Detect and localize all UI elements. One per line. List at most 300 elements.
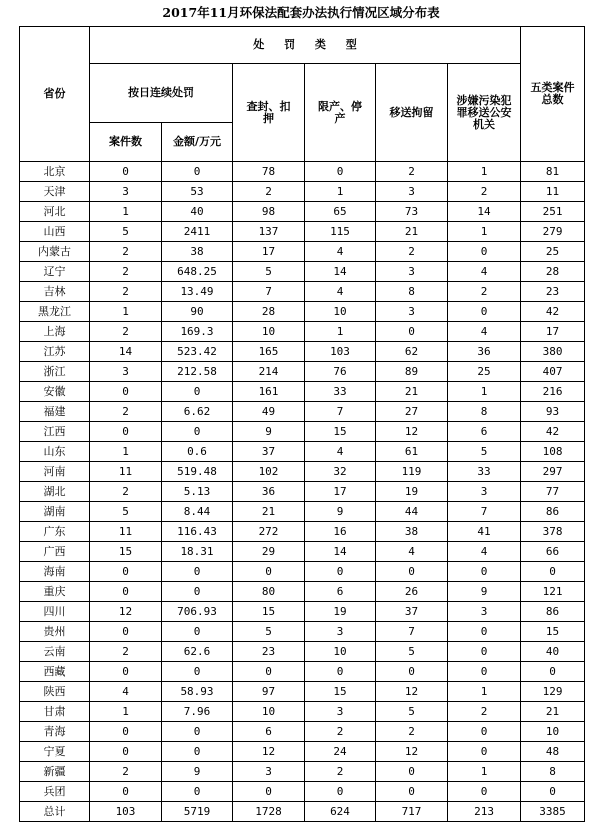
province-cell: 河南 <box>20 462 90 482</box>
police-cell: 0 <box>448 662 521 682</box>
limit-stop-cell: 0 <box>305 562 376 582</box>
case-count-cell: 2 <box>90 282 162 302</box>
header-row-1 <box>20 27 585 64</box>
province-cell: 内蒙古 <box>20 242 90 262</box>
police-cell: 1 <box>448 382 521 402</box>
amount-cell: 2411 <box>162 222 233 242</box>
amount-cell: 40 <box>162 202 233 222</box>
total-cases-cell: 93 <box>521 402 585 422</box>
case-count-cell: 5 <box>90 222 162 242</box>
police-cell: 5 <box>448 442 521 462</box>
police-cell: 6 <box>448 422 521 442</box>
total-cases-cell: 279 <box>521 222 585 242</box>
table-row <box>20 622 585 642</box>
province-cell: 广东 <box>20 522 90 542</box>
totals-total-cases: 3385 <box>521 802 585 822</box>
limit-stop-cell: 115 <box>305 222 376 242</box>
amount-cell: 53 <box>162 182 233 202</box>
enforcement-table <box>19 26 585 822</box>
seal-cell: 272 <box>233 522 305 542</box>
police-cell: 36 <box>448 342 521 362</box>
total-cases-cell: 0 <box>521 562 585 582</box>
amount-cell: 0 <box>162 382 233 402</box>
police-cell: 1 <box>448 162 521 182</box>
seal-cell: 137 <box>233 222 305 242</box>
seal-cell: 37 <box>233 442 305 462</box>
detention-cell: 38 <box>376 522 448 542</box>
totals-label: 总计 <box>20 802 90 822</box>
limit-stop-cell: 103 <box>305 342 376 362</box>
detention-cell: 73 <box>376 202 448 222</box>
header-daily-penalty: 按日连续处罚 <box>90 64 233 123</box>
seal-cell: 2 <box>233 182 305 202</box>
amount-cell: 0 <box>162 722 233 742</box>
table-row <box>20 402 585 422</box>
province-cell: 安徽 <box>20 382 90 402</box>
police-cell: 1 <box>448 682 521 702</box>
amount-cell: 648.25 <box>162 262 233 282</box>
province-cell: 江西 <box>20 422 90 442</box>
limit-stop-cell: 15 <box>305 422 376 442</box>
case-count-cell: 1 <box>90 202 162 222</box>
amount-cell: 0 <box>162 782 233 802</box>
detention-cell: 7 <box>376 622 448 642</box>
totals-limit-stop: 624 <box>305 802 376 822</box>
police-cell: 0 <box>448 302 521 322</box>
table-row <box>20 502 585 522</box>
seal-cell: 165 <box>233 342 305 362</box>
detention-cell: 19 <box>376 482 448 502</box>
table-row <box>20 522 585 542</box>
total-cases-cell: 129 <box>521 682 585 702</box>
table-row <box>20 682 585 702</box>
table-row <box>20 422 585 442</box>
police-cell: 0 <box>448 642 521 662</box>
table-row <box>20 362 585 382</box>
case-count-cell: 2 <box>90 262 162 282</box>
table-row <box>20 742 585 762</box>
total-cases-cell: 86 <box>521 502 585 522</box>
table-row <box>20 202 585 222</box>
table-row <box>20 342 585 362</box>
province-cell: 天津 <box>20 182 90 202</box>
table-row <box>20 662 585 682</box>
amount-cell: 9 <box>162 762 233 782</box>
limit-stop-cell: 1 <box>305 322 376 342</box>
case-count-cell: 2 <box>90 242 162 262</box>
amount-cell: 0 <box>162 162 233 182</box>
limit-stop-cell: 7 <box>305 402 376 422</box>
detention-cell: 61 <box>376 442 448 462</box>
province-cell: 陕西 <box>20 682 90 702</box>
total-cases-cell: 28 <box>521 262 585 282</box>
detention-cell: 4 <box>376 542 448 562</box>
limit-stop-cell: 10 <box>305 642 376 662</box>
header-detention: 移送拘留 <box>376 64 448 162</box>
table-row <box>20 562 585 582</box>
detention-cell: 2 <box>376 242 448 262</box>
table-row <box>20 222 585 242</box>
limit-stop-cell: 3 <box>305 622 376 642</box>
police-cell: 4 <box>448 542 521 562</box>
total-cases-cell: 66 <box>521 542 585 562</box>
detention-cell: 37 <box>376 602 448 622</box>
province-cell: 四川 <box>20 602 90 622</box>
seal-cell: 29 <box>233 542 305 562</box>
police-cell: 41 <box>448 522 521 542</box>
total-cases-cell: 21 <box>521 702 585 722</box>
seal-cell: 0 <box>233 662 305 682</box>
detention-cell: 0 <box>376 762 448 782</box>
amount-cell: 116.43 <box>162 522 233 542</box>
amount-cell: 706.93 <box>162 602 233 622</box>
province-cell: 山东 <box>20 442 90 462</box>
header-police: 涉嫌污染犯罪移送公安机关 <box>448 64 521 162</box>
detention-cell: 62 <box>376 342 448 362</box>
total-cases-cell: 378 <box>521 522 585 542</box>
seal-cell: 0 <box>233 782 305 802</box>
police-cell: 25 <box>448 362 521 382</box>
table-row <box>20 482 585 502</box>
amount-cell: 5.13 <box>162 482 233 502</box>
province-cell: 湖南 <box>20 502 90 522</box>
amount-cell: 212.58 <box>162 362 233 382</box>
detention-cell: 21 <box>376 222 448 242</box>
limit-stop-cell: 32 <box>305 462 376 482</box>
detention-cell: 2 <box>376 722 448 742</box>
table-row <box>20 462 585 482</box>
header-seal: 查封、扣押 <box>233 64 305 162</box>
header-limit-stop: 限产、停产 <box>305 64 376 162</box>
totals-case-count: 103 <box>90 802 162 822</box>
police-cell: 2 <box>448 182 521 202</box>
seal-cell: 28 <box>233 302 305 322</box>
total-cases-cell: 15 <box>521 622 585 642</box>
total-cases-cell: 297 <box>521 462 585 482</box>
province-cell: 北京 <box>20 162 90 182</box>
police-cell: 4 <box>448 322 521 342</box>
table-row <box>20 762 585 782</box>
limit-stop-cell: 76 <box>305 362 376 382</box>
police-cell: 1 <box>448 222 521 242</box>
province-cell: 新疆 <box>20 762 90 782</box>
police-cell: 2 <box>448 282 521 302</box>
seal-cell: 49 <box>233 402 305 422</box>
limit-stop-cell: 0 <box>305 662 376 682</box>
detention-cell: 0 <box>376 782 448 802</box>
total-cases-cell: 86 <box>521 602 585 622</box>
totals-police: 213 <box>448 802 521 822</box>
police-cell: 33 <box>448 462 521 482</box>
page-title: 2017年11月环保法配套办法执行情况区域分布表 <box>162 5 440 20</box>
total-cases-cell: 8 <box>521 762 585 782</box>
table-row <box>20 702 585 722</box>
detention-cell: 0 <box>376 662 448 682</box>
total-cases-cell: 48 <box>521 742 585 762</box>
case-count-cell: 15 <box>90 542 162 562</box>
amount-cell: 169.3 <box>162 322 233 342</box>
seal-cell: 5 <box>233 622 305 642</box>
detention-cell: 21 <box>376 382 448 402</box>
table-row <box>20 262 585 282</box>
limit-stop-cell: 24 <box>305 742 376 762</box>
detention-cell: 0 <box>376 322 448 342</box>
province-cell: 广西 <box>20 542 90 562</box>
amount-cell: 58.93 <box>162 682 233 702</box>
limit-stop-cell: 65 <box>305 202 376 222</box>
case-count-cell: 0 <box>90 582 162 602</box>
seal-cell: 214 <box>233 362 305 382</box>
police-cell: 0 <box>448 622 521 642</box>
amount-cell: 8.44 <box>162 502 233 522</box>
amount-cell: 0 <box>162 662 233 682</box>
limit-stop-cell: 4 <box>305 242 376 262</box>
header-case-count: 案件数 <box>90 123 162 162</box>
amount-cell: 519.48 <box>162 462 233 482</box>
limit-stop-cell: 33 <box>305 382 376 402</box>
table-row <box>20 322 585 342</box>
amount-cell: 523.42 <box>162 342 233 362</box>
province-cell: 浙江 <box>20 362 90 382</box>
case-count-cell: 0 <box>90 162 162 182</box>
seal-cell: 10 <box>233 702 305 722</box>
case-count-cell: 3 <box>90 362 162 382</box>
table-row <box>20 782 585 802</box>
province-cell: 海南 <box>20 562 90 582</box>
totals-amount: 5719 <box>162 802 233 822</box>
amount-cell: 0 <box>162 562 233 582</box>
case-count-cell: 4 <box>90 682 162 702</box>
header-penalty-type: 处 罚 类 型 <box>90 27 521 64</box>
seal-cell: 161 <box>233 382 305 402</box>
province-cell: 青海 <box>20 722 90 742</box>
case-count-cell: 0 <box>90 742 162 762</box>
amount-cell: 13.49 <box>162 282 233 302</box>
province-cell: 重庆 <box>20 582 90 602</box>
detention-cell: 119 <box>376 462 448 482</box>
detention-cell: 8 <box>376 282 448 302</box>
province-cell: 贵州 <box>20 622 90 642</box>
police-cell: 2 <box>448 702 521 722</box>
total-cases-cell: 81 <box>521 162 585 182</box>
seal-cell: 36 <box>233 482 305 502</box>
table-row <box>20 162 585 182</box>
limit-stop-cell: 4 <box>305 282 376 302</box>
detention-cell: 12 <box>376 742 448 762</box>
seal-cell: 7 <box>233 282 305 302</box>
limit-stop-cell: 15 <box>305 682 376 702</box>
police-cell: 1 <box>448 762 521 782</box>
amount-cell: 62.6 <box>162 642 233 662</box>
total-cases-cell: 0 <box>521 662 585 682</box>
total-cases-cell: 407 <box>521 362 585 382</box>
case-count-cell: 0 <box>90 382 162 402</box>
total-cases-cell: 251 <box>521 202 585 222</box>
totals-row <box>20 802 585 822</box>
total-cases-cell: 42 <box>521 422 585 442</box>
table-row <box>20 282 585 302</box>
limit-stop-cell: 2 <box>305 762 376 782</box>
case-count-cell: 12 <box>90 602 162 622</box>
total-cases-cell: 17 <box>521 322 585 342</box>
province-cell: 甘肃 <box>20 702 90 722</box>
amount-cell: 90 <box>162 302 233 322</box>
detention-cell: 26 <box>376 582 448 602</box>
province-cell: 山西 <box>20 222 90 242</box>
amount-cell: 7.96 <box>162 702 233 722</box>
detention-cell: 2 <box>376 162 448 182</box>
table-row <box>20 542 585 562</box>
amount-cell: 0 <box>162 622 233 642</box>
case-count-cell: 11 <box>90 522 162 542</box>
case-count-cell: 2 <box>90 482 162 502</box>
seal-cell: 17 <box>233 242 305 262</box>
header-total-cases: 五类案件总数 <box>521 27 585 162</box>
total-cases-cell: 40 <box>521 642 585 662</box>
header-amount: 金额/万元 <box>162 123 233 162</box>
amount-cell: 0 <box>162 422 233 442</box>
seal-cell: 12 <box>233 742 305 762</box>
amount-cell: 18.31 <box>162 542 233 562</box>
total-cases-cell: 121 <box>521 582 585 602</box>
province-cell: 宁夏 <box>20 742 90 762</box>
limit-stop-cell: 9 <box>305 502 376 522</box>
province-cell: 湖北 <box>20 482 90 502</box>
totals-detention: 717 <box>376 802 448 822</box>
table-row <box>20 582 585 602</box>
case-count-cell: 2 <box>90 642 162 662</box>
detention-cell: 0 <box>376 562 448 582</box>
limit-stop-cell: 1 <box>305 182 376 202</box>
case-count-cell: 0 <box>90 562 162 582</box>
seal-cell: 3 <box>233 762 305 782</box>
case-count-cell: 14 <box>90 342 162 362</box>
total-cases-cell: 23 <box>521 282 585 302</box>
total-cases-cell: 0 <box>521 782 585 802</box>
table-row <box>20 302 585 322</box>
case-count-cell: 0 <box>90 422 162 442</box>
limit-stop-cell: 16 <box>305 522 376 542</box>
seal-cell: 21 <box>233 502 305 522</box>
case-count-cell: 1 <box>90 442 162 462</box>
limit-stop-cell: 3 <box>305 702 376 722</box>
police-cell: 8 <box>448 402 521 422</box>
case-count-cell: 0 <box>90 722 162 742</box>
table-row <box>20 642 585 662</box>
total-cases-cell: 25 <box>521 242 585 262</box>
case-count-cell: 11 <box>90 462 162 482</box>
detention-cell: 27 <box>376 402 448 422</box>
province-cell: 西藏 <box>20 662 90 682</box>
limit-stop-cell: 14 <box>305 262 376 282</box>
case-count-cell: 2 <box>90 762 162 782</box>
limit-stop-cell: 6 <box>305 582 376 602</box>
case-count-cell: 0 <box>90 782 162 802</box>
table-row <box>20 722 585 742</box>
total-cases-cell: 11 <box>521 182 585 202</box>
province-cell: 吉林 <box>20 282 90 302</box>
total-cases-cell: 216 <box>521 382 585 402</box>
total-cases-cell: 380 <box>521 342 585 362</box>
police-cell: 9 <box>448 582 521 602</box>
seal-cell: 80 <box>233 582 305 602</box>
detention-cell: 3 <box>376 302 448 322</box>
detention-cell: 44 <box>376 502 448 522</box>
amount-cell: 0.6 <box>162 442 233 462</box>
seal-cell: 10 <box>233 322 305 342</box>
police-cell: 0 <box>448 242 521 262</box>
totals-seal: 1728 <box>233 802 305 822</box>
limit-stop-cell: 4 <box>305 442 376 462</box>
detention-cell: 12 <box>376 422 448 442</box>
province-cell: 福建 <box>20 402 90 422</box>
limit-stop-cell: 10 <box>305 302 376 322</box>
limit-stop-cell: 2 <box>305 722 376 742</box>
province-cell: 辽宁 <box>20 262 90 282</box>
seal-cell: 97 <box>233 682 305 702</box>
seal-cell: 102 <box>233 462 305 482</box>
police-cell: 3 <box>448 482 521 502</box>
detention-cell: 3 <box>376 262 448 282</box>
police-cell: 4 <box>448 262 521 282</box>
case-count-cell: 0 <box>90 622 162 642</box>
seal-cell: 23 <box>233 642 305 662</box>
police-cell: 0 <box>448 742 521 762</box>
limit-stop-cell: 14 <box>305 542 376 562</box>
limit-stop-cell: 0 <box>305 782 376 802</box>
province-cell: 江苏 <box>20 342 90 362</box>
detention-cell: 3 <box>376 182 448 202</box>
total-cases-cell: 108 <box>521 442 585 462</box>
case-count-cell: 3 <box>90 182 162 202</box>
detention-cell: 5 <box>376 702 448 722</box>
case-count-cell: 0 <box>90 662 162 682</box>
seal-cell: 5 <box>233 262 305 282</box>
seal-cell: 98 <box>233 202 305 222</box>
police-cell: 7 <box>448 502 521 522</box>
limit-stop-cell: 19 <box>305 602 376 622</box>
police-cell: 14 <box>448 202 521 222</box>
province-cell: 河北 <box>20 202 90 222</box>
detention-cell: 89 <box>376 362 448 382</box>
province-cell: 云南 <box>20 642 90 662</box>
seal-cell: 78 <box>233 162 305 182</box>
case-count-cell: 1 <box>90 702 162 722</box>
seal-cell: 15 <box>233 602 305 622</box>
province-cell: 黑龙江 <box>20 302 90 322</box>
table-row <box>20 602 585 622</box>
total-cases-cell: 10 <box>521 722 585 742</box>
seal-cell: 0 <box>233 562 305 582</box>
amount-cell: 0 <box>162 742 233 762</box>
province-cell: 上海 <box>20 322 90 342</box>
detention-cell: 5 <box>376 642 448 662</box>
amount-cell: 0 <box>162 582 233 602</box>
table-row <box>20 242 585 262</box>
case-count-cell: 1 <box>90 302 162 322</box>
seal-cell: 9 <box>233 422 305 442</box>
header-province: 省份 <box>20 27 90 162</box>
police-cell: 3 <box>448 602 521 622</box>
case-count-cell: 2 <box>90 322 162 342</box>
header-row-2 <box>20 64 585 123</box>
police-cell: 0 <box>448 562 521 582</box>
amount-cell: 38 <box>162 242 233 262</box>
province-cell: 兵团 <box>20 782 90 802</box>
table-row <box>20 442 585 462</box>
case-count-cell: 2 <box>90 402 162 422</box>
table-row <box>20 182 585 202</box>
